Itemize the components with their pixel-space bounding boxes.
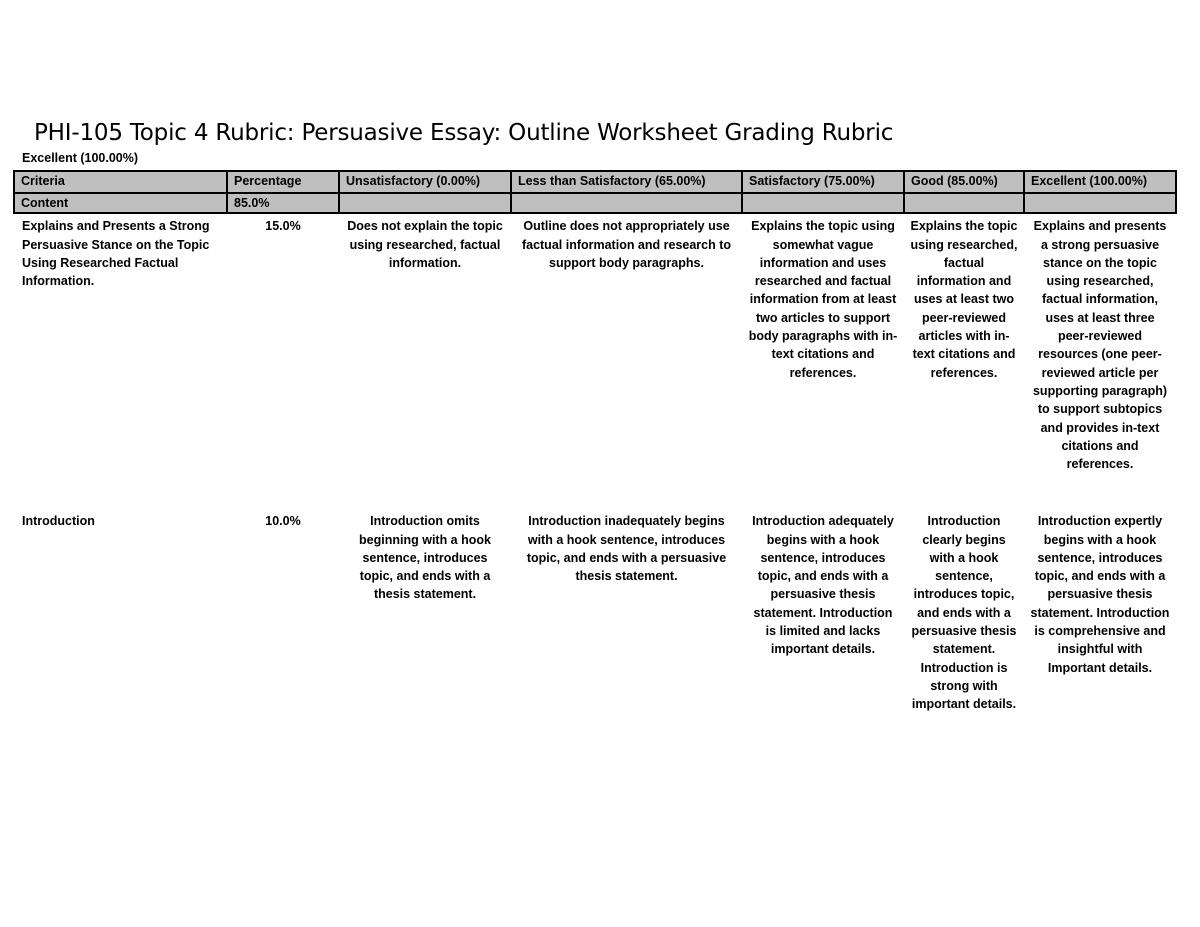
good-cell: Explains the topic using researched, factual information and uses at least two peer-reviewed articles with in-text citations and references. [910,219,1018,380]
criteria-cell: Introduction [22,514,95,529]
section-name: Content [14,193,227,213]
header-satisfactory: Satisfactory (75.00%) [742,171,904,193]
header-criteria: Criteria [14,171,227,193]
document-subtitle: Excellent (100.00%) [22,151,139,165]
excellent-cell: Explains and presents a strong persuasive stance on the topic using researched, factual information, uses at least three peer-reviewed resources (one peer-reviewed article per supporting paragraph) to support subtopics and provides in-text citations and references. [1032,219,1168,472]
less-than-satisfactory-cell: Outline does not appropriately use factual information and research to support body paragraphs. [521,219,732,270]
header-excellent: Excellent (100.00%) [1024,171,1176,193]
page-title: PHI-105 Topic 4 Rubric: Persuasive Essay: Outline Worksheet Grading Rubric [34,120,894,146]
excellent-cell: Introduction expertly begins with a hook sentence, introduces topic, and ends with a persuasive thesis statement. Introduction is comprehensive and insightful with Important details. [1030,514,1170,675]
section-empty-cell [511,193,742,213]
section-empty-cell [1024,193,1176,213]
section-percentage: 85.0% [227,193,339,213]
section-row-content [14,193,1176,213]
good-cell: Introduction clearly begins with a hook sentence, introduces topic, and ends with a persuasive thesis statement. Introduction is strong with important details. [911,514,1017,712]
satisfactory-cell: Introduction adequately begins with a hook sentence, introduces topic, and ends with a persuasive thesis statement. Introduction is limited and lacks important details. [752,514,894,657]
unsatisfactory-cell: Introduction omits beginning with a hook sentence, introduces topic, and ends with a thesis statement. [359,514,491,602]
header-unsatisfactory: Unsatisfactory (0.00%) [339,171,511,193]
header-row [14,171,1176,193]
table-row [14,509,1176,713]
percentage-cell: 10.0% [265,514,301,529]
section-empty-cell [904,193,1024,213]
unsatisfactory-cell: Does not explain the topic using researched, factual information. [347,219,503,270]
table-row [14,213,1176,509]
section-empty-cell [742,193,904,213]
rubric-table [13,170,1177,714]
less-than-satisfactory-cell: Introduction inadequately begins with a hook sentence, introduces topic, and ends with a persuasive thesis statement. [526,514,727,584]
criteria-cell: Explains and Presents a Strong Persuasive Stance on the Topic Using Researched Factual Information. [22,219,210,289]
section-empty-cell [339,193,511,213]
satisfactory-cell: Explains the topic using somewhat vague information and uses researched and factual information from at least two articles to support body paragraphs with in-text citations and references. [748,219,898,380]
percentage-cell: 15.0% [265,219,301,234]
header-percentage: Percentage [227,171,339,193]
header-less-than-satisfactory: Less than Satisfactory (65.00%) [511,171,742,193]
header-good: Good (85.00%) [904,171,1024,193]
